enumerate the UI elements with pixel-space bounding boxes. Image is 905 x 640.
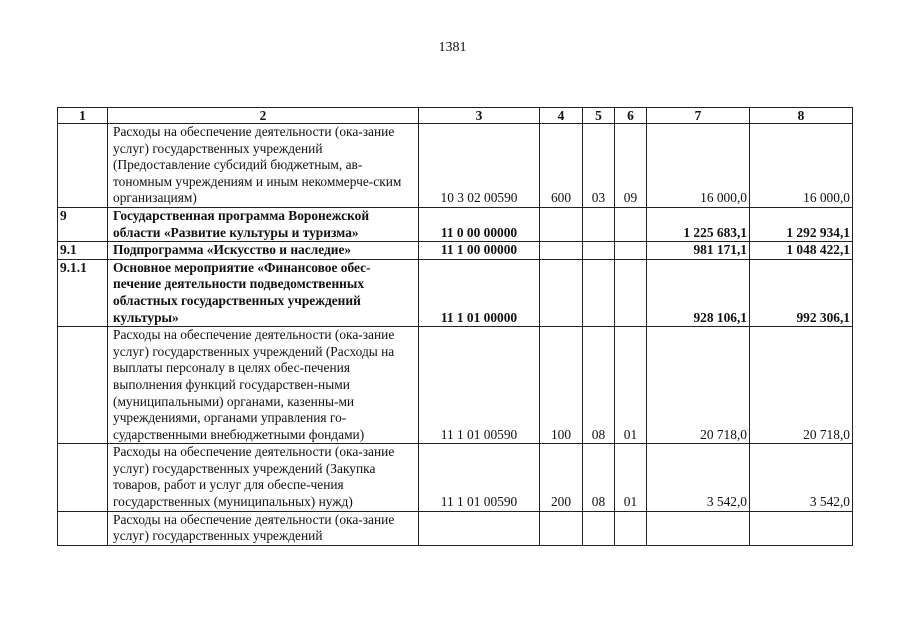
row-description: Основное мероприятие «Финансовое обес-печение деятельности подведомственных областных государственных учреждений культуры»	[108, 259, 419, 326]
row-amount-7: 3 542,0	[647, 444, 750, 511]
row-description: Расходы на обеспечение деятельности (ока-зание услуг) государственных учреждений (Расходы на выплаты персоналу в целях обес-печения выполнения функций государствен-ными (муниципальными) органами, казенны-ми учреждениями, органами управления го-сударственными внебюджетными фондами)	[108, 327, 419, 444]
row-code: 10 3 02 00590	[419, 124, 540, 208]
row-amount-7: 16 000,0	[647, 124, 750, 208]
row-col-4	[540, 511, 583, 545]
header-col-3: 3	[419, 108, 540, 124]
row-col-6	[615, 242, 647, 260]
header-row	[58, 108, 853, 124]
row-col-6	[615, 511, 647, 545]
row-code: 11 1 01 00590	[419, 444, 540, 511]
row-description: Государственная программа Воронежской области «Развитие культуры и туризма»	[108, 207, 419, 241]
row-amount-7: 1 225 683,1	[647, 207, 750, 241]
row-amount-8: 1 048 422,1	[750, 242, 853, 260]
row-description: Расходы на обеспечение деятельности (ока-зание услуг) государственных учреждений (Предоставление субсидий бюджетным, ав-тономным учреждениям и иным некоммерче-ским организациям)	[108, 124, 419, 208]
row-amount-8: 20 718,0	[750, 327, 853, 444]
row-col-5: 03	[583, 124, 615, 208]
header-col-5: 5	[583, 108, 615, 124]
budget-table	[57, 107, 853, 546]
row-code: 11 1 00 00000	[419, 242, 540, 260]
row-col-5: 08	[583, 444, 615, 511]
row-col-4	[540, 242, 583, 260]
header-col-8: 8	[750, 108, 853, 124]
row-description: Расходы на обеспечение деятельности (ока-зание услуг) государственных учреждений (Закупка товаров, работ и услуг для обеспе-чения государственных (муниципальных) нужд)	[108, 444, 419, 511]
row-col-5	[583, 207, 615, 241]
row-amount-8	[750, 511, 853, 545]
table-row	[58, 124, 853, 208]
table-row	[58, 327, 853, 444]
row-number: 9.1	[58, 242, 108, 260]
row-col-6: 09	[615, 124, 647, 208]
header-col-2: 2	[108, 108, 419, 124]
row-amount-7: 981 171,1	[647, 242, 750, 260]
row-col-4	[540, 207, 583, 241]
table-row	[58, 444, 853, 511]
row-col-5	[583, 242, 615, 260]
row-amount-8: 3 542,0	[750, 444, 853, 511]
row-col-5: 08	[583, 327, 615, 444]
row-description: Подпрограмма «Искусство и наследие»	[108, 242, 419, 260]
row-col-5	[583, 259, 615, 326]
row-amount-8: 992 306,1	[750, 259, 853, 326]
row-col-6: 01	[615, 444, 647, 511]
header-col-6: 6	[615, 108, 647, 124]
row-number	[58, 124, 108, 208]
row-code: 11 1 01 00000	[419, 259, 540, 326]
row-number: 9.1.1	[58, 259, 108, 326]
row-number	[58, 327, 108, 444]
row-col-6	[615, 259, 647, 326]
row-col-4: 200	[540, 444, 583, 511]
row-amount-7	[647, 511, 750, 545]
header-col-1: 1	[58, 108, 108, 124]
row-number	[58, 511, 108, 545]
page-number: 1381	[438, 40, 467, 55]
row-col-4	[540, 259, 583, 326]
row-col-4: 100	[540, 327, 583, 444]
row-col-6	[615, 207, 647, 241]
row-description: Расходы на обеспечение деятельности (ока-зание услуг) государственных учреждений	[108, 511, 419, 545]
row-code: 11 0 00 00000	[419, 207, 540, 241]
row-code	[419, 511, 540, 545]
row-amount-7: 928 106,1	[647, 259, 750, 326]
header-col-4: 4	[540, 108, 583, 124]
table-row	[58, 207, 853, 241]
row-amount-8: 1 292 934,1	[750, 207, 853, 241]
row-number: 9	[58, 207, 108, 241]
row-amount-7: 20 718,0	[647, 327, 750, 444]
table-row	[58, 259, 853, 326]
row-col-4: 600	[540, 124, 583, 208]
row-col-5	[583, 511, 615, 545]
row-number	[58, 444, 108, 511]
row-col-6: 01	[615, 327, 647, 444]
row-amount-8: 16 000,0	[750, 124, 853, 208]
header-col-7: 7	[647, 108, 750, 124]
table-row	[58, 242, 853, 260]
row-code: 11 1 01 00590	[419, 327, 540, 444]
table-row	[58, 511, 853, 545]
